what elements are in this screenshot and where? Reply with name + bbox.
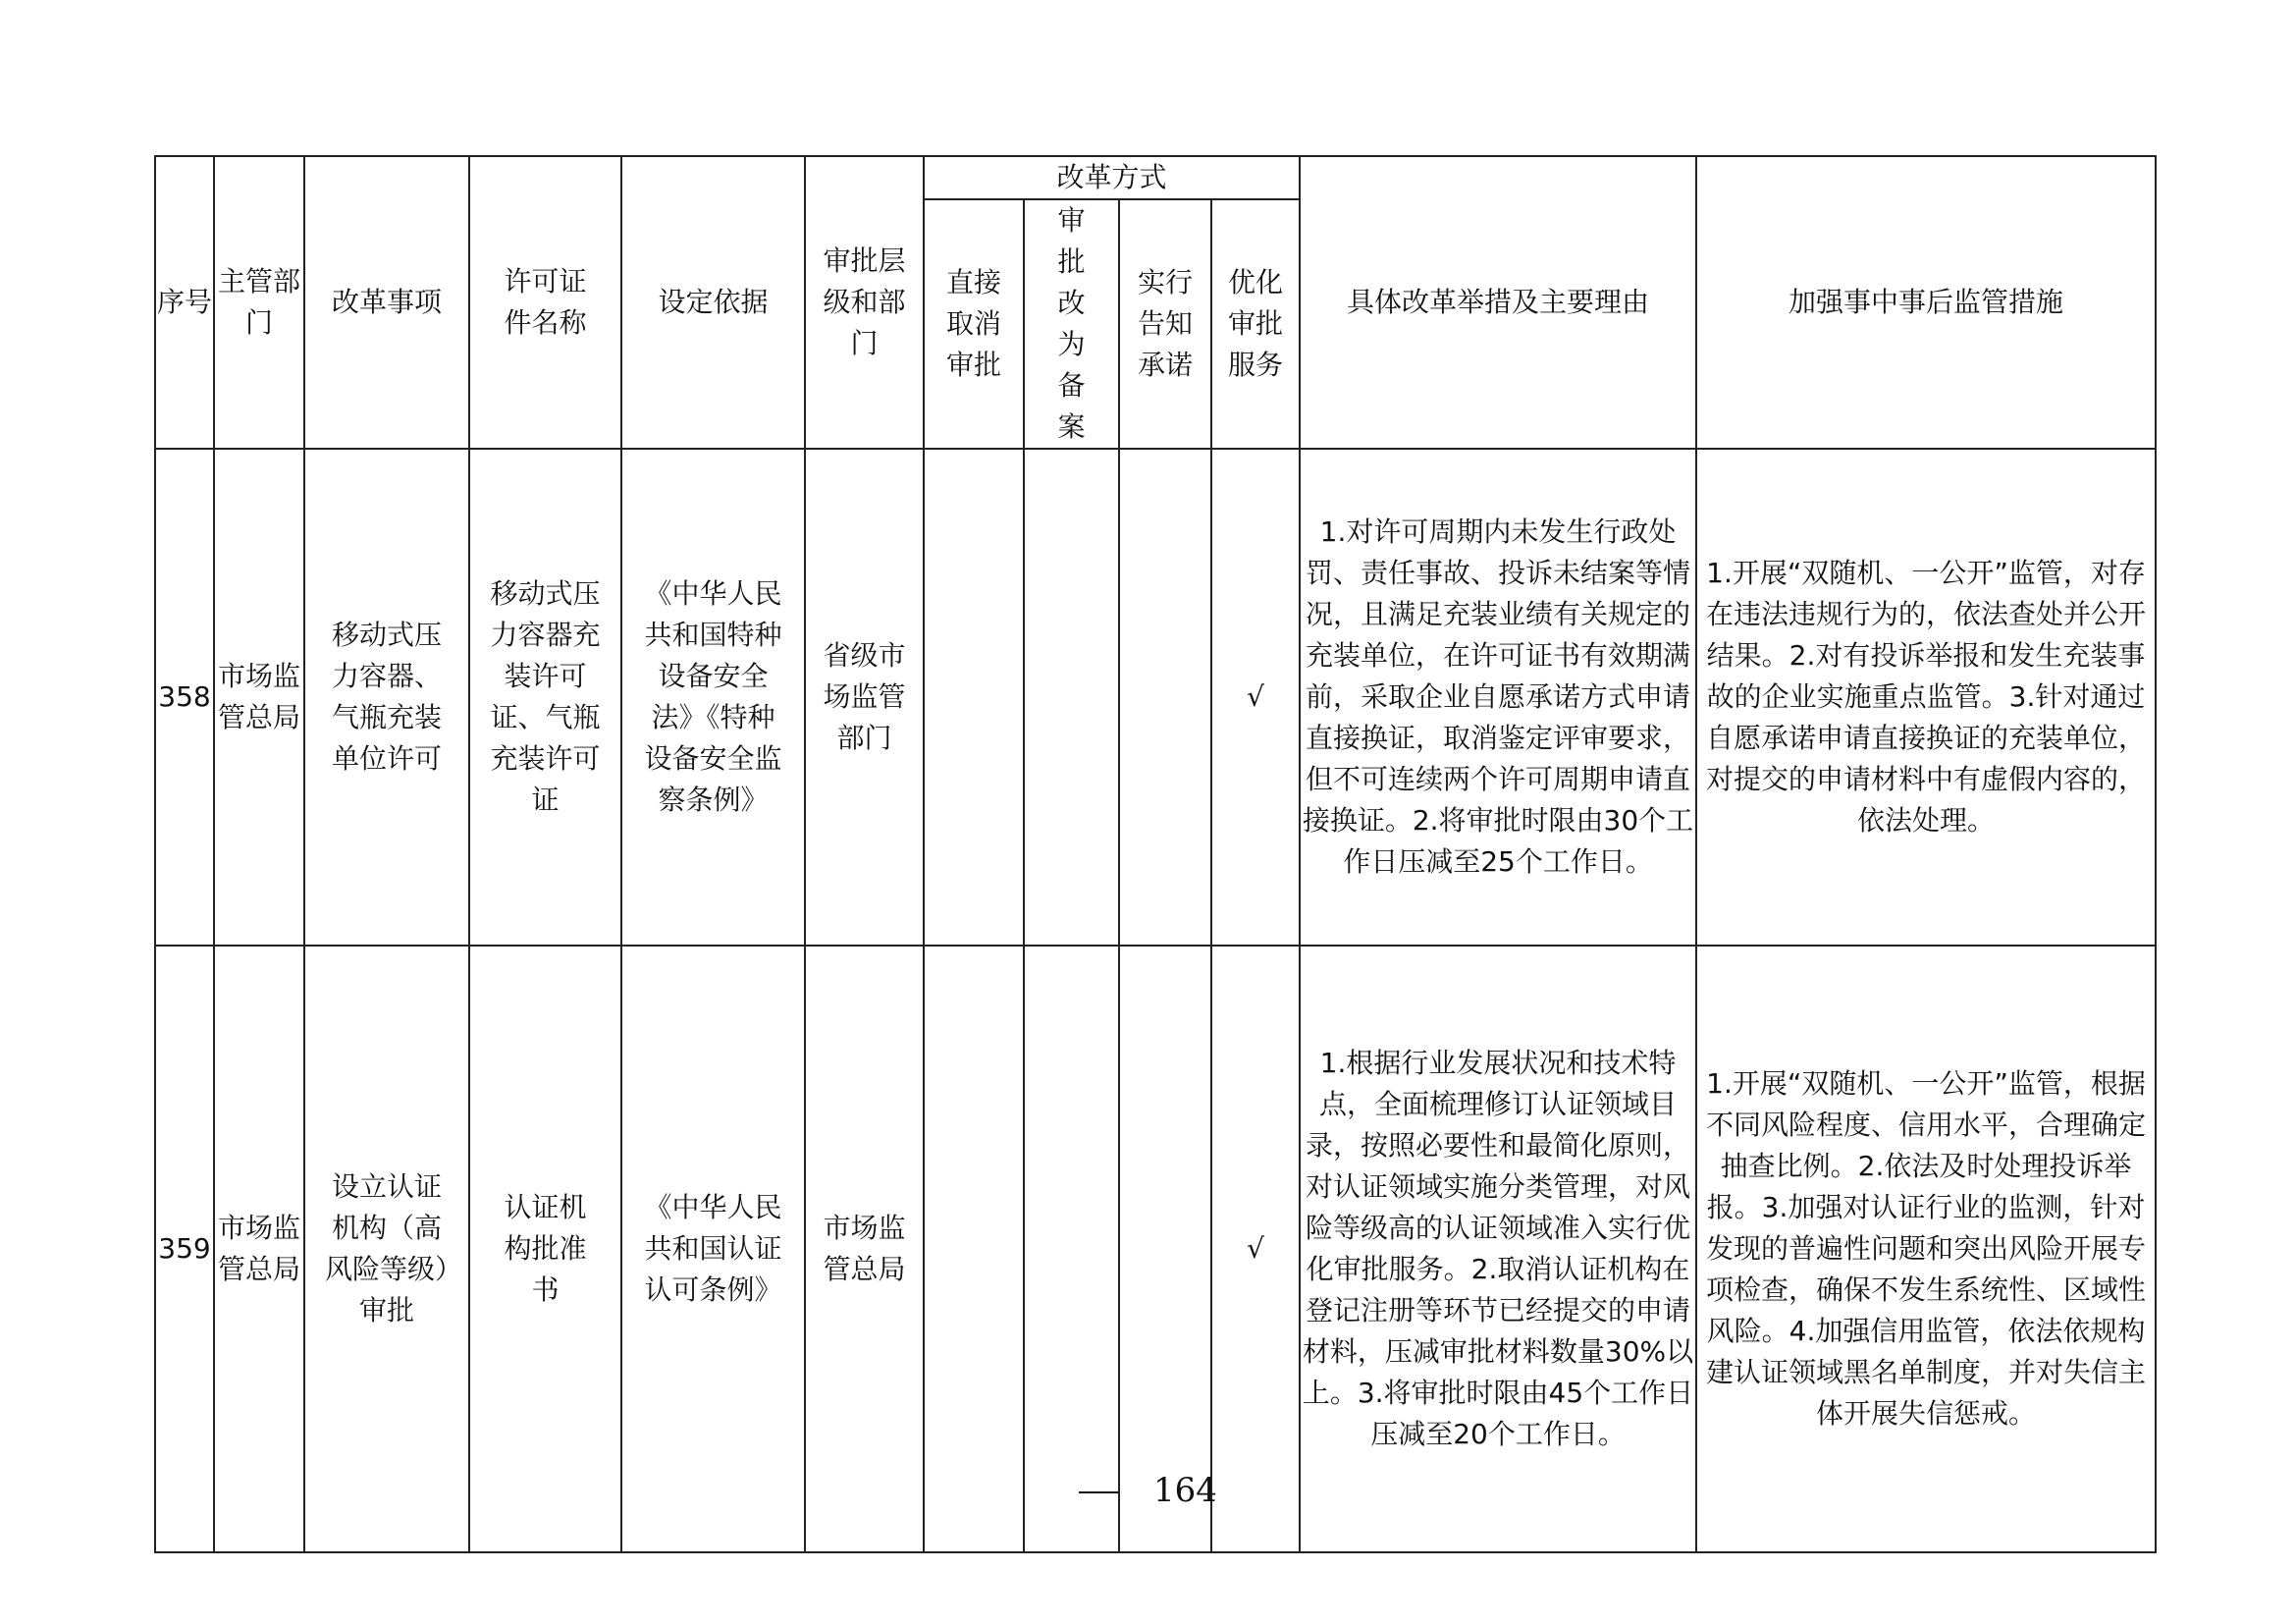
cell-m-cancel <box>924 449 1024 946</box>
cell-supervision: 1.开展“双随机、一公开”监管，根据不同风险程度、信用水平，合理确定抽查比例。2.依法及时处理投诉举报。3.加强对认证行业的监测，针对发现的普遍性问题和突出风险开展专项检查，确保不发生系统性、区域性风险。4.加强信用监管，依法依规构建认证领域黑名单制度，并对失信主体开展失信惩戒。 <box>1696 946 2156 1552</box>
header-m-optimize: 优化审批服务 <box>1211 199 1300 449</box>
cell-seq: 358 <box>155 449 214 946</box>
cell-supervision: 1.开展“双随机、一公开”监管，对存在违法违规行为的，依法查处并公开结果。2.对有投诉举报和发生充装事故的企业实施重点监管。3.针对通过自愿承诺申请直接换证的充装单位，对提交的申请材料中有虚假内容的，依法处理。 <box>1696 449 2156 946</box>
header-m-cancel: 直接取消审批 <box>924 199 1024 449</box>
header-measures: 具体改革举措及主要理由 <box>1300 156 1696 449</box>
cell-m-notify <box>1119 449 1211 946</box>
cell-item: 设立认证机构（高风险等级）审批 <box>304 946 469 1552</box>
table-row <box>155 449 2156 946</box>
cell-m-filing <box>1024 449 1119 946</box>
header-m-notify: 实行告知承诺 <box>1119 199 1211 449</box>
cell-level: 市场监管总局 <box>805 946 924 1552</box>
header-item: 改革事项 <box>304 156 469 449</box>
header-basis: 设定依据 <box>621 156 805 449</box>
header-dept: 主管部门 <box>214 156 304 449</box>
cell-m-filing <box>1024 946 1119 1552</box>
cell-level: 省级市场监管部门 <box>805 449 924 946</box>
cell-m-optimize: √ <box>1211 946 1300 1552</box>
cell-basis: 《中华人民共和国特种设备安全法》《特种设备安全监察条例》 <box>621 449 805 946</box>
cell-m-cancel <box>924 946 1024 1552</box>
cell-measures: 1.根据行业发展状况和技术特点，全面梳理修订认证领域目录，按照必要性和最简化原则，对认证领域实施分类管理，对风险等级高的认证领域准入实行优化审批服务。2.取消认证机构在登记注册等环节已经提交的申请材料，压减审批材料数量30%以上。3.将审批时限由45个工作日压减至20个工作日。 <box>1300 946 1696 1552</box>
header-cert: 许可证件名称 <box>469 156 621 449</box>
header-seq: 序号 <box>155 156 214 449</box>
table-row <box>155 946 2156 1552</box>
header-method-group: 改革方式 <box>924 156 1300 199</box>
cell-dept: 市场监管总局 <box>214 449 304 946</box>
page-footer <box>0 1471 2296 1510</box>
page-dash <box>1079 1491 1118 1493</box>
cell-measures: 1.对许可周期内未发生行政处罚、责任事故、投诉未结案等情况，且满足充装业绩有关规定的充装单位，在许可证书有效期满前，采取企业自愿承诺方式申请直接换证，取消鉴定评审要求，但不可连续两个许可周期申请直接换证。2.将审批时限由30个工作日压减至25个工作日。 <box>1300 449 1696 946</box>
reform-table <box>154 155 2157 1553</box>
cell-cert: 认证机构批准书 <box>469 946 621 1552</box>
cell-cert: 移动式压力容器充装许可证、气瓶充装许可证 <box>469 449 621 946</box>
header-supervision: 加强事中事后监管措施 <box>1696 156 2156 449</box>
cell-m-notify <box>1119 946 1211 1552</box>
page-number: 164 <box>1153 1471 1217 1510</box>
header-m-filing: 审批改为备案 <box>1024 199 1119 449</box>
cell-basis: 《中华人民共和国认证认可条例》 <box>621 946 805 1552</box>
cell-m-optimize: √ <box>1211 449 1300 946</box>
cell-seq: 359 <box>155 946 214 1552</box>
cell-item: 移动式压力容器、气瓶充装单位许可 <box>304 449 469 946</box>
cell-dept: 市场监管总局 <box>214 946 304 1552</box>
header-level: 审批层级和部门 <box>805 156 924 449</box>
